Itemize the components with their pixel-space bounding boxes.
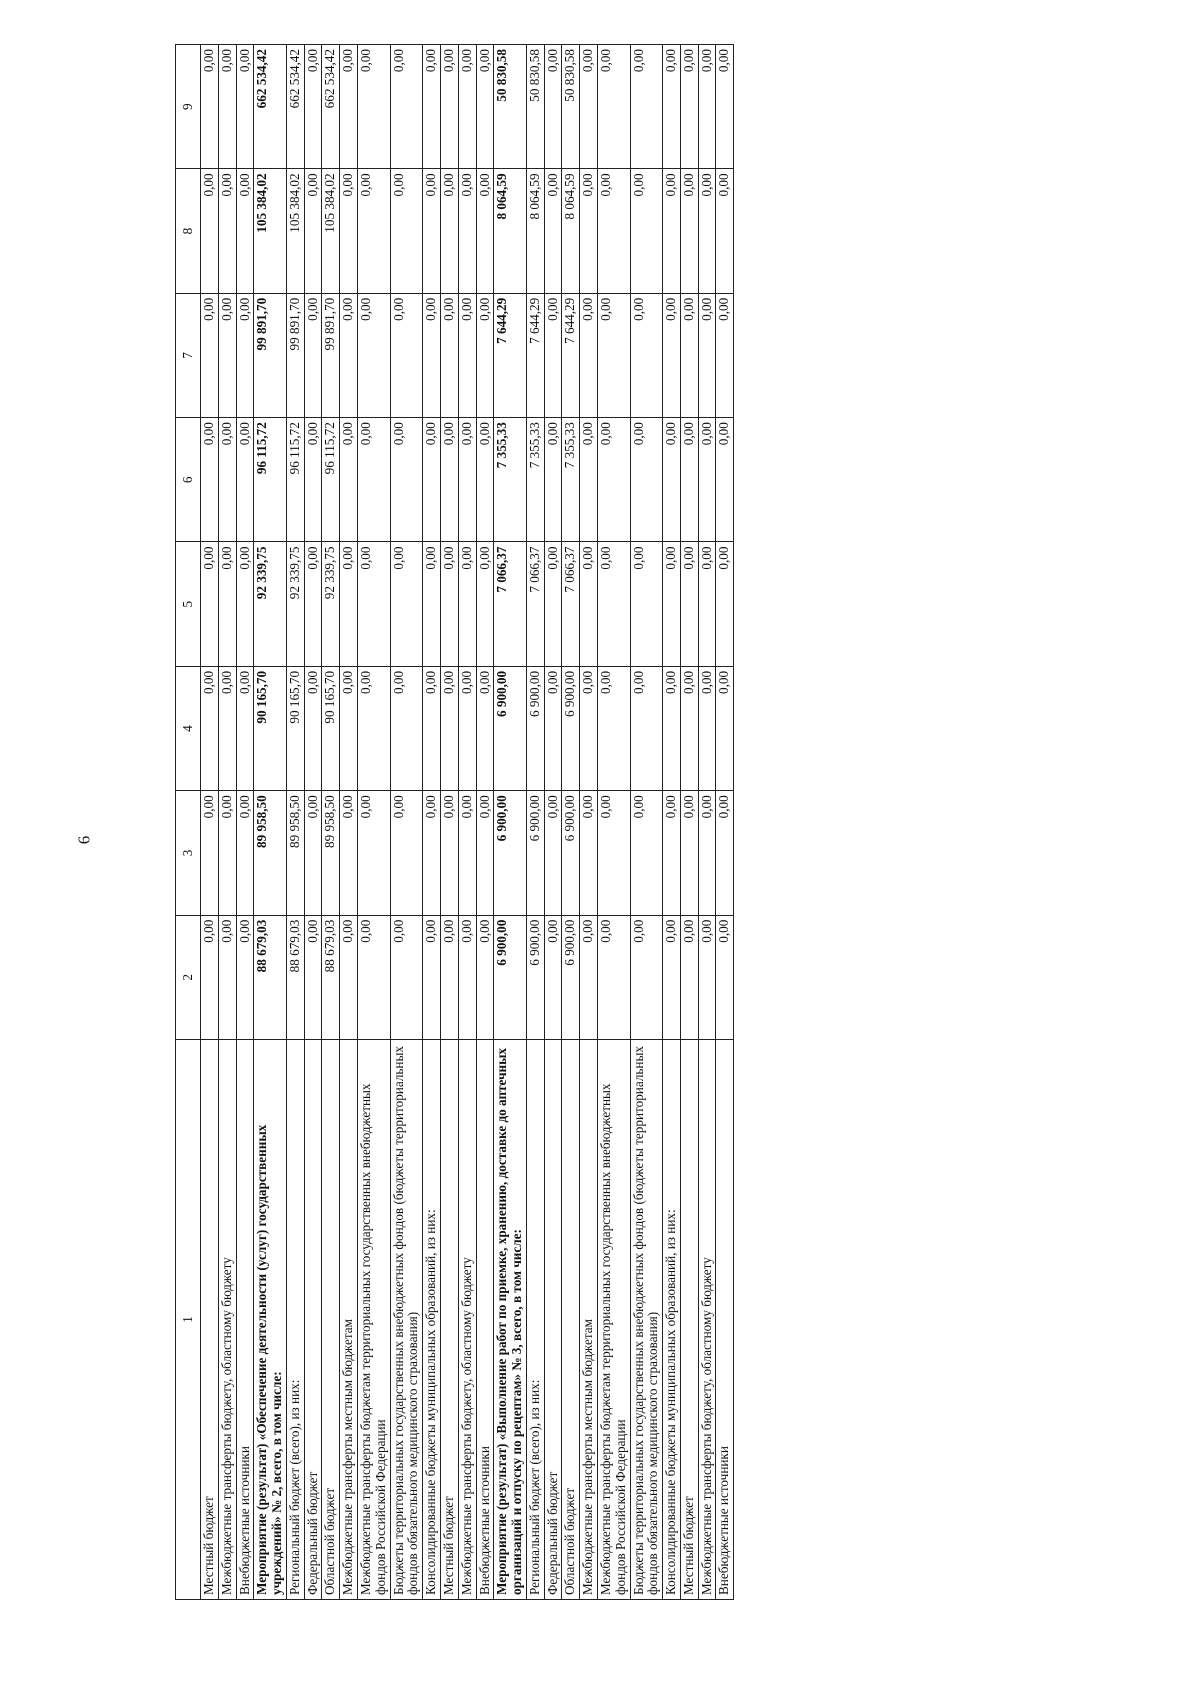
value-cell: 0,00 bbox=[680, 169, 698, 293]
value-cell: 90 165,70 bbox=[322, 666, 340, 790]
column-header: 8 bbox=[176, 169, 201, 293]
value-cell: 0,00 bbox=[716, 45, 734, 169]
table-row bbox=[544, 45, 562, 1600]
value-cell: 0,00 bbox=[218, 666, 236, 790]
value-cell: 6 900,00 bbox=[526, 791, 544, 915]
value-cell: 0,00 bbox=[304, 169, 322, 293]
rotated-table-area bbox=[175, 45, 890, 1600]
value-cell: 0,00 bbox=[716, 791, 734, 915]
value-cell: 0,00 bbox=[218, 45, 236, 169]
value-cell: 0,00 bbox=[390, 666, 423, 790]
column-header: 3 bbox=[176, 791, 201, 915]
value-cell: 0,00 bbox=[476, 45, 494, 169]
value-cell: 0,00 bbox=[597, 418, 630, 542]
value-cell: 0,00 bbox=[201, 169, 219, 293]
value-cell: 662 534,42 bbox=[254, 45, 287, 169]
row-label: Федеральный бюджет bbox=[544, 1040, 562, 1600]
value-cell: 96 115,72 bbox=[322, 418, 340, 542]
value-cell: 7 644,29 bbox=[526, 293, 544, 417]
value-cell: 0,00 bbox=[304, 915, 322, 1039]
value-cell: 89 958,50 bbox=[286, 791, 304, 915]
header-row bbox=[176, 45, 201, 1600]
value-cell: 0,00 bbox=[236, 418, 254, 542]
value-cell: 0,00 bbox=[390, 418, 423, 542]
value-cell: 0,00 bbox=[597, 542, 630, 666]
value-cell: 6 900,00 bbox=[526, 666, 544, 790]
value-cell: 89 958,50 bbox=[322, 791, 340, 915]
value-cell: 7 066,37 bbox=[526, 542, 544, 666]
value-cell: 0,00 bbox=[680, 45, 698, 169]
value-cell: 90 165,70 bbox=[254, 666, 287, 790]
value-cell: 99 891,70 bbox=[254, 293, 287, 417]
value-cell: 0,00 bbox=[663, 293, 681, 417]
value-cell: 0,00 bbox=[544, 293, 562, 417]
value-cell: 0,00 bbox=[440, 293, 458, 417]
value-cell: 0,00 bbox=[597, 45, 630, 169]
row-label: Областной бюджет bbox=[562, 1040, 580, 1600]
value-cell: 0,00 bbox=[358, 293, 391, 417]
table-row bbox=[526, 45, 544, 1600]
value-cell: 6 900,00 bbox=[562, 915, 580, 1039]
value-cell: 7 355,33 bbox=[494, 418, 527, 542]
value-cell: 0,00 bbox=[236, 293, 254, 417]
value-cell: 0,00 bbox=[476, 418, 494, 542]
row-label: Внебюджетные источники bbox=[476, 1040, 494, 1600]
value-cell: 0,00 bbox=[663, 45, 681, 169]
table-row bbox=[322, 45, 340, 1600]
row-label: Мероприятие (результат) «Обеспечение деятельности (услуг) государственных учреждений» № 2, всего, в том числе: bbox=[254, 1040, 287, 1600]
table-row bbox=[236, 45, 254, 1600]
value-cell: 0,00 bbox=[390, 791, 423, 915]
value-cell: 8 064,59 bbox=[494, 169, 527, 293]
value-cell: 0,00 bbox=[698, 293, 716, 417]
page-number: 6 bbox=[74, 835, 94, 845]
value-cell: 0,00 bbox=[304, 293, 322, 417]
value-cell: 0,00 bbox=[630, 791, 663, 915]
value-cell: 0,00 bbox=[201, 418, 219, 542]
value-cell: 0,00 bbox=[630, 45, 663, 169]
row-label: Межбюджетные трансферты бюджетам территориальных государственных внебюджетных фондов Российской Федерации bbox=[597, 1040, 630, 1600]
table-row bbox=[440, 45, 458, 1600]
value-cell: 0,00 bbox=[680, 293, 698, 417]
value-cell: 0,00 bbox=[358, 791, 391, 915]
value-cell: 92 339,75 bbox=[254, 542, 287, 666]
value-cell: 0,00 bbox=[698, 418, 716, 542]
value-cell: 0,00 bbox=[630, 169, 663, 293]
value-cell: 0,00 bbox=[458, 45, 476, 169]
column-header: 4 bbox=[176, 666, 201, 790]
table-row bbox=[630, 45, 663, 1600]
value-cell: 0,00 bbox=[440, 418, 458, 542]
value-cell: 0,00 bbox=[597, 293, 630, 417]
value-cell: 6 900,00 bbox=[562, 791, 580, 915]
value-cell: 88 679,03 bbox=[286, 915, 304, 1039]
table-row bbox=[201, 45, 219, 1600]
value-cell: 0,00 bbox=[698, 915, 716, 1039]
row-label: Межбюджетные трансферты бюджету, областному бюджету bbox=[698, 1040, 716, 1600]
value-cell: 0,00 bbox=[358, 169, 391, 293]
value-cell: 0,00 bbox=[716, 293, 734, 417]
value-cell: 0,00 bbox=[218, 542, 236, 666]
value-cell: 99 891,70 bbox=[286, 293, 304, 417]
row-label: Бюджеты территориальных государственных внебюджетных фондов (бюджеты территориальных фондов обязательного медицинского страхования) bbox=[390, 1040, 423, 1600]
value-cell: 0,00 bbox=[340, 915, 358, 1039]
value-cell: 0,00 bbox=[201, 293, 219, 417]
value-cell: 0,00 bbox=[201, 45, 219, 169]
value-cell: 0,00 bbox=[236, 45, 254, 169]
value-cell: 0,00 bbox=[680, 791, 698, 915]
column-header: 5 bbox=[176, 542, 201, 666]
value-cell: 0,00 bbox=[630, 542, 663, 666]
table-row bbox=[476, 45, 494, 1600]
value-cell: 0,00 bbox=[630, 293, 663, 417]
value-cell: 0,00 bbox=[663, 666, 681, 790]
table-row bbox=[663, 45, 681, 1600]
value-cell: 0,00 bbox=[597, 915, 630, 1039]
value-cell: 6 900,00 bbox=[494, 791, 527, 915]
value-cell: 0,00 bbox=[663, 542, 681, 666]
table-row bbox=[458, 45, 476, 1600]
column-header: 7 bbox=[176, 293, 201, 417]
value-cell: 0,00 bbox=[663, 169, 681, 293]
value-cell: 0,00 bbox=[476, 169, 494, 293]
value-cell: 0,00 bbox=[597, 666, 630, 790]
row-label: Областной бюджет bbox=[322, 1040, 340, 1600]
value-cell: 7 066,37 bbox=[562, 542, 580, 666]
table-row bbox=[340, 45, 358, 1600]
value-cell: 0,00 bbox=[304, 542, 322, 666]
value-cell: 0,00 bbox=[458, 915, 476, 1039]
value-cell: 0,00 bbox=[440, 791, 458, 915]
value-cell: 0,00 bbox=[580, 791, 598, 915]
table-row bbox=[358, 45, 391, 1600]
value-cell: 0,00 bbox=[476, 791, 494, 915]
value-cell: 50 830,58 bbox=[562, 45, 580, 169]
value-cell: 88 679,03 bbox=[322, 915, 340, 1039]
value-cell: 0,00 bbox=[458, 418, 476, 542]
value-cell: 50 830,58 bbox=[494, 45, 527, 169]
value-cell: 105 384,02 bbox=[322, 169, 340, 293]
value-cell: 0,00 bbox=[680, 666, 698, 790]
value-cell: 7 644,29 bbox=[494, 293, 527, 417]
value-cell: 0,00 bbox=[358, 45, 391, 169]
column-header: 6 bbox=[176, 418, 201, 542]
value-cell: 96 115,72 bbox=[254, 418, 287, 542]
value-cell: 0,00 bbox=[458, 666, 476, 790]
value-cell: 0,00 bbox=[544, 418, 562, 542]
value-cell: 0,00 bbox=[698, 45, 716, 169]
value-cell: 0,00 bbox=[716, 666, 734, 790]
value-cell: 0,00 bbox=[390, 293, 423, 417]
value-cell: 0,00 bbox=[390, 45, 423, 169]
value-cell: 0,00 bbox=[340, 45, 358, 169]
value-cell: 6 900,00 bbox=[562, 666, 580, 790]
value-cell: 0,00 bbox=[358, 542, 391, 666]
value-cell: 8 064,59 bbox=[562, 169, 580, 293]
value-cell: 0,00 bbox=[423, 418, 441, 542]
value-cell: 6 900,00 bbox=[526, 915, 544, 1039]
value-cell: 99 891,70 bbox=[322, 293, 340, 417]
value-cell: 88 679,03 bbox=[254, 915, 287, 1039]
value-cell: 0,00 bbox=[476, 666, 494, 790]
value-cell: 0,00 bbox=[663, 418, 681, 542]
value-cell: 0,00 bbox=[236, 791, 254, 915]
value-cell: 0,00 bbox=[304, 666, 322, 790]
value-cell: 0,00 bbox=[580, 666, 598, 790]
value-cell: 0,00 bbox=[698, 666, 716, 790]
value-cell: 0,00 bbox=[476, 915, 494, 1039]
value-cell: 0,00 bbox=[716, 915, 734, 1039]
row-label: Бюджеты территориальных государственных внебюджетных фондов (бюджеты территориальных фондов обязательного медицинского страхования) bbox=[630, 1040, 663, 1600]
table-row bbox=[716, 45, 734, 1600]
column-header: 9 bbox=[176, 45, 201, 169]
value-cell: 0,00 bbox=[236, 666, 254, 790]
value-cell: 105 384,02 bbox=[286, 169, 304, 293]
value-cell: 0,00 bbox=[423, 915, 441, 1039]
column-header: 1 bbox=[176, 1040, 201, 1600]
value-cell: 0,00 bbox=[476, 293, 494, 417]
value-cell: 0,00 bbox=[716, 169, 734, 293]
value-cell: 0,00 bbox=[458, 542, 476, 666]
value-cell: 0,00 bbox=[663, 791, 681, 915]
row-label: Местный бюджет bbox=[440, 1040, 458, 1600]
value-cell: 7 066,37 bbox=[494, 542, 527, 666]
value-cell: 662 534,42 bbox=[286, 45, 304, 169]
value-cell: 0,00 bbox=[423, 542, 441, 666]
value-cell: 0,00 bbox=[340, 293, 358, 417]
value-cell: 90 165,70 bbox=[286, 666, 304, 790]
value-cell: 0,00 bbox=[340, 791, 358, 915]
value-cell: 0,00 bbox=[304, 45, 322, 169]
row-label: Федеральный бюджет bbox=[304, 1040, 322, 1600]
value-cell: 0,00 bbox=[544, 915, 562, 1039]
value-cell: 0,00 bbox=[201, 542, 219, 666]
value-cell: 0,00 bbox=[580, 542, 598, 666]
value-cell: 0,00 bbox=[544, 45, 562, 169]
value-cell: 0,00 bbox=[390, 915, 423, 1039]
value-cell: 0,00 bbox=[304, 791, 322, 915]
row-label: Межбюджетные трансферты бюджету, областному бюджету bbox=[218, 1040, 236, 1600]
value-cell: 662 534,42 bbox=[322, 45, 340, 169]
value-cell: 0,00 bbox=[440, 542, 458, 666]
value-cell: 0,00 bbox=[580, 169, 598, 293]
value-cell: 96 115,72 bbox=[286, 418, 304, 542]
value-cell: 0,00 bbox=[580, 418, 598, 542]
value-cell: 0,00 bbox=[630, 418, 663, 542]
value-cell: 0,00 bbox=[544, 666, 562, 790]
table-row bbox=[254, 45, 287, 1600]
value-cell: 0,00 bbox=[458, 293, 476, 417]
row-label: Внебюджетные источники bbox=[236, 1040, 254, 1600]
value-cell: 105 384,02 bbox=[254, 169, 287, 293]
table-row bbox=[597, 45, 630, 1600]
value-cell: 92 339,75 bbox=[286, 542, 304, 666]
row-label: Консолидированные бюджеты муниципальных образований, из них: bbox=[423, 1040, 441, 1600]
value-cell: 50 830,58 bbox=[526, 45, 544, 169]
row-label: Региональный бюджет (всего), из них: bbox=[286, 1040, 304, 1600]
row-label: Мероприятие (результат) «Выполнение работ по приемке, хранению, доставке до аптечных организаций и отпуску по рецептам» № 3, всего, в том числе: bbox=[494, 1040, 527, 1600]
value-cell: 0,00 bbox=[716, 542, 734, 666]
value-cell: 0,00 bbox=[340, 418, 358, 542]
table-row bbox=[423, 45, 441, 1600]
value-cell: 0,00 bbox=[580, 915, 598, 1039]
value-cell: 0,00 bbox=[440, 915, 458, 1039]
value-cell: 0,00 bbox=[340, 169, 358, 293]
value-cell: 0,00 bbox=[663, 915, 681, 1039]
value-cell: 0,00 bbox=[698, 791, 716, 915]
value-cell: 0,00 bbox=[340, 542, 358, 666]
value-cell: 6 900,00 bbox=[494, 915, 527, 1039]
value-cell: 0,00 bbox=[680, 542, 698, 666]
value-cell: 0,00 bbox=[440, 45, 458, 169]
row-label: Местный бюджет bbox=[680, 1040, 698, 1600]
column-header: 2 bbox=[176, 915, 201, 1039]
value-cell: 0,00 bbox=[236, 915, 254, 1039]
table-row bbox=[286, 45, 304, 1600]
value-cell: 0,00 bbox=[218, 915, 236, 1039]
row-label: Консолидированные бюджеты муниципальных образований, из них: bbox=[663, 1040, 681, 1600]
value-cell: 0,00 bbox=[580, 293, 598, 417]
row-label: Внебюджетные источники bbox=[716, 1040, 734, 1600]
table-body bbox=[201, 45, 734, 1600]
value-cell: 0,00 bbox=[544, 169, 562, 293]
table-row bbox=[304, 45, 322, 1600]
value-cell: 0,00 bbox=[218, 791, 236, 915]
value-cell: 0,00 bbox=[340, 666, 358, 790]
value-cell: 0,00 bbox=[358, 915, 391, 1039]
value-cell: 7 355,33 bbox=[526, 418, 544, 542]
value-cell: 0,00 bbox=[716, 418, 734, 542]
value-cell: 0,00 bbox=[476, 542, 494, 666]
row-label: Региональный бюджет (всего), из них: bbox=[526, 1040, 544, 1600]
value-cell: 0,00 bbox=[423, 169, 441, 293]
table-row bbox=[562, 45, 580, 1600]
value-cell: 7 355,33 bbox=[562, 418, 580, 542]
value-cell: 0,00 bbox=[358, 666, 391, 790]
value-cell: 0,00 bbox=[423, 791, 441, 915]
funding-table bbox=[175, 44, 734, 1600]
value-cell: 89 958,50 bbox=[254, 791, 287, 915]
value-cell: 0,00 bbox=[698, 542, 716, 666]
value-cell: 0,00 bbox=[680, 915, 698, 1039]
row-label: Межбюджетные трансферты бюджетам территориальных государственных внебюджетных фондов Российской Федерации bbox=[358, 1040, 391, 1600]
table-row bbox=[698, 45, 716, 1600]
value-cell: 0,00 bbox=[423, 45, 441, 169]
value-cell: 0,00 bbox=[218, 418, 236, 542]
value-cell: 0,00 bbox=[680, 418, 698, 542]
value-cell: 0,00 bbox=[201, 666, 219, 790]
value-cell: 6 900,00 bbox=[494, 666, 527, 790]
value-cell: 0,00 bbox=[218, 293, 236, 417]
value-cell: 0,00 bbox=[304, 418, 322, 542]
value-cell: 0,00 bbox=[440, 169, 458, 293]
value-cell: 0,00 bbox=[423, 666, 441, 790]
value-cell: 0,00 bbox=[458, 791, 476, 915]
value-cell: 0,00 bbox=[423, 293, 441, 417]
row-label: Межбюджетные трансферты бюджету, областному бюджету bbox=[458, 1040, 476, 1600]
value-cell: 0,00 bbox=[458, 169, 476, 293]
row-label: Межбюджетные трансферты местным бюджетам bbox=[340, 1040, 358, 1600]
value-cell: 92 339,75 bbox=[322, 542, 340, 666]
value-cell: 0,00 bbox=[580, 45, 598, 169]
value-cell: 0,00 bbox=[698, 169, 716, 293]
value-cell: 0,00 bbox=[544, 542, 562, 666]
value-cell: 0,00 bbox=[236, 169, 254, 293]
value-cell: 0,00 bbox=[630, 915, 663, 1039]
value-cell: 0,00 bbox=[218, 169, 236, 293]
value-cell: 0,00 bbox=[236, 542, 254, 666]
row-label: Местный бюджет bbox=[201, 1040, 219, 1600]
value-cell: 0,00 bbox=[358, 418, 391, 542]
table-row bbox=[390, 45, 423, 1600]
table-row bbox=[680, 45, 698, 1600]
value-cell: 0,00 bbox=[201, 791, 219, 915]
value-cell: 0,00 bbox=[390, 169, 423, 293]
value-cell: 0,00 bbox=[597, 791, 630, 915]
value-cell: 0,00 bbox=[597, 169, 630, 293]
table-row bbox=[494, 45, 527, 1600]
value-cell: 0,00 bbox=[630, 666, 663, 790]
value-cell: 0,00 bbox=[544, 791, 562, 915]
value-cell: 0,00 bbox=[440, 666, 458, 790]
table-row bbox=[580, 45, 598, 1600]
value-cell: 8 064,59 bbox=[526, 169, 544, 293]
table-container bbox=[175, 45, 890, 1600]
row-label: Межбюджетные трансферты местным бюджетам bbox=[580, 1040, 598, 1600]
value-cell: 0,00 bbox=[390, 542, 423, 666]
value-cell: 7 644,29 bbox=[562, 293, 580, 417]
table-row bbox=[218, 45, 236, 1600]
value-cell: 0,00 bbox=[201, 915, 219, 1039]
